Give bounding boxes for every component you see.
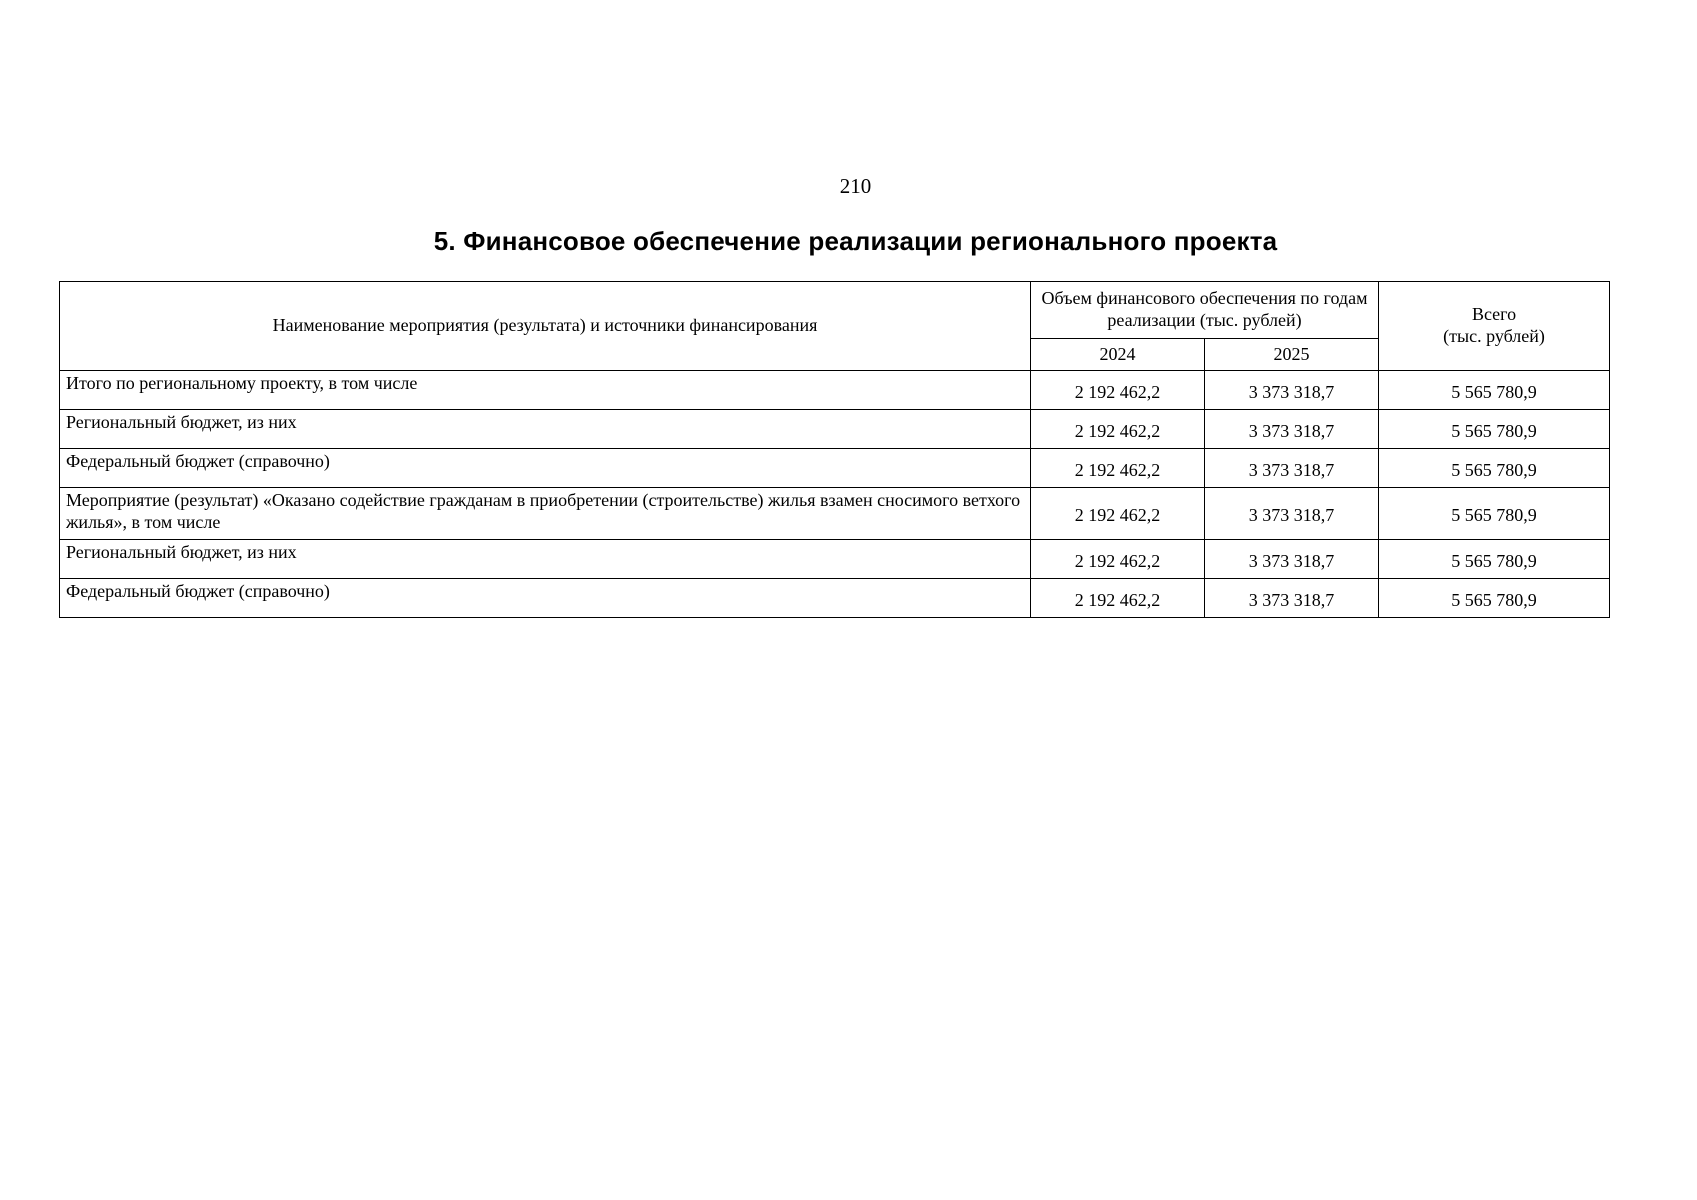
- row-value-2025: 3 373 318,7: [1205, 449, 1379, 488]
- row-value-total: 5 565 780,9: [1379, 371, 1610, 410]
- row-value-2024: 2 192 462,2: [1031, 410, 1205, 449]
- row-name: Федеральный бюджет (справочно): [60, 449, 1031, 488]
- header-total-line2: (тыс. рублей): [1443, 326, 1545, 346]
- row-value-2024: 2 192 462,2: [1031, 579, 1205, 618]
- row-value-2024: 2 192 462,2: [1031, 488, 1205, 540]
- row-value-2025: 3 373 318,7: [1205, 579, 1379, 618]
- page-number: 210: [839, 174, 872, 198]
- header-name: Наименование мероприятия (результата) и источники финансирования: [60, 282, 1031, 371]
- header-year-2024: 2024: [1031, 339, 1205, 371]
- row-name: Региональный бюджет, из них: [60, 540, 1031, 579]
- table-row: [60, 540, 1610, 579]
- table-row: [60, 579, 1610, 618]
- table-row: [60, 488, 1610, 540]
- row-value-2025: 3 373 318,7: [1205, 488, 1379, 540]
- row-value-total: 5 565 780,9: [1379, 410, 1610, 449]
- row-value-total: 5 565 780,9: [1379, 579, 1610, 618]
- row-value-total: 5 565 780,9: [1379, 540, 1610, 579]
- section-title: 5. Финансовое обеспечение реализации регионального проекта: [433, 226, 1278, 256]
- finance-table: [59, 281, 1610, 618]
- header-total: [1379, 282, 1610, 371]
- row-value-2025: 3 373 318,7: [1205, 371, 1379, 410]
- row-value-2025: 3 373 318,7: [1205, 410, 1379, 449]
- header-volume: Объем финансового обеспечения по годам реализации (тыс. рублей): [1031, 282, 1379, 339]
- row-value-2024: 2 192 462,2: [1031, 449, 1205, 488]
- row-name: Федеральный бюджет (справочно): [60, 579, 1031, 618]
- table-body: [60, 371, 1610, 618]
- row-value-2024: 2 192 462,2: [1031, 371, 1205, 410]
- row-name: Региональный бюджет, из них: [60, 410, 1031, 449]
- header-total-line1: Всего: [1471, 304, 1517, 325]
- row-value-total: 5 565 780,9: [1379, 488, 1610, 540]
- table-header: [60, 282, 1610, 371]
- row-value-2024: 2 192 462,2: [1031, 540, 1205, 579]
- row-value-total: 5 565 780,9: [1379, 449, 1610, 488]
- row-value-2025: 3 373 318,7: [1205, 540, 1379, 579]
- table-row: [60, 449, 1610, 488]
- table-row: [60, 410, 1610, 449]
- row-name: Итого по региональному проекту, в том числе: [60, 371, 1031, 410]
- table-row: [60, 371, 1610, 410]
- row-name: Мероприятие (результат) «Оказано содействие гражданам в приобретении (строительстве) жилья взамен сносимого ветхого жилья», в том числе: [60, 488, 1031, 540]
- header-year-2025: 2025: [1205, 339, 1379, 371]
